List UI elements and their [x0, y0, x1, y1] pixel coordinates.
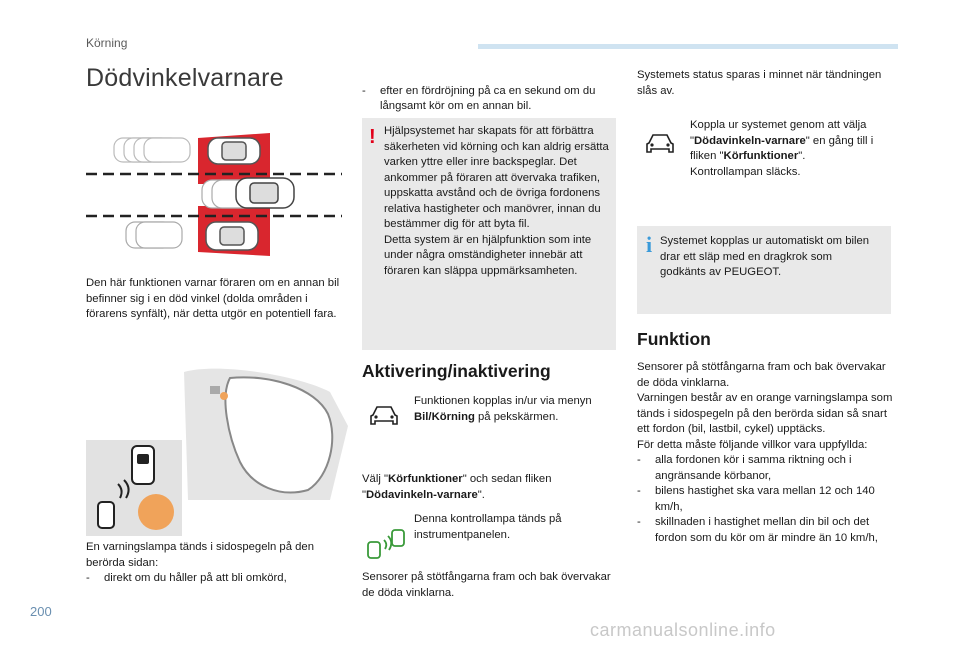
warning-icon: ! — [369, 126, 376, 148]
select-korfunktioner: Körfunktioner — [388, 473, 463, 485]
disable-text — [690, 118, 890, 180]
condition-1-text: alla fordonen kör i samma riktning och i angränsande körbanor, — [655, 454, 852, 482]
dash-mark: - — [637, 454, 641, 466]
bullet-overtaken-text: direkt om du håller på att bli omkörd, — [104, 572, 287, 584]
function-paragraph-2: Varningen består av en orange varningslampa som tänds i sidospegeln på den berörda sidan så snart ett fordon (bil, lastbil, cykel) upptäcks. — [637, 392, 893, 435]
sensors-text: Sensorer på stötfångarna fram och bak övervakar de döda vinklarna. — [362, 571, 611, 599]
page-number: 200 — [30, 604, 52, 619]
warning-text — [384, 124, 610, 279]
condition-2 — [637, 484, 897, 515]
select-pre: Välj " — [362, 473, 388, 485]
dash-mark: - — [86, 572, 90, 584]
disable-lamp-text: Kontrollampan släcks. — [690, 165, 801, 178]
disable-mid: " en gång till i fliken " — [690, 134, 874, 162]
dash-mark: - — [362, 84, 366, 97]
touchscreen-car-icon — [644, 132, 676, 156]
select-mid: " och sedan fliken " — [362, 473, 552, 501]
disable-pre: Koppla ur systemet genom att välja " — [690, 119, 867, 147]
menu-text-post: på pekskärmen. — [474, 410, 559, 423]
activation-heading: Aktivering/inaktivering — [362, 361, 551, 381]
lamp-text: Denna kontrollampa tänds på instrumentpanelen. — [414, 513, 562, 541]
bullet-overtaken — [86, 571, 364, 587]
condition-1 — [637, 453, 897, 484]
function-paragraph-1: Sensorer på stötfångarna fram och bak övervakar de döda vinklarna. — [637, 361, 886, 389]
condition-2-text: bilens hastighet ska vara mellan 12 och 140 km/h, — [655, 485, 875, 513]
warning-box — [362, 118, 616, 350]
lamp-intro: En varningslampa tänds i sidospegeln på den berörda sidan: — [86, 541, 314, 569]
blind-spot-indicator-icon — [86, 440, 182, 536]
condition-3 — [637, 515, 897, 546]
select-text — [362, 472, 612, 503]
side-mirror-icon — [180, 366, 350, 500]
menu-text-pre: Funktionen kopplas in/ur via menyn — [414, 395, 592, 407]
menu-path: Bil/Körning — [414, 410, 475, 423]
disable-dodavinkeln: Dödavinkeln-varnare — [694, 134, 806, 147]
dash-mark: - — [637, 485, 641, 497]
function-text — [637, 360, 897, 546]
warning-paragraph-1: Hjälpsystemet har skapats för att förbättra säkerheten vid körning och kan aldrig ersätta varken yttre eller inre backspeglar. Det ankommer på föraren att övervaka trafiken, uppskatta avstånd och de övriga fordonens relativa hastigheter och manövrer, innan du bestämmer dig för att byta fil. — [384, 125, 609, 230]
watermark: carmanualsonline.info — [590, 620, 776, 640]
intro-text: Den här funktionen varnar föraren om en annan bil befinner sig i en död vinkel (dolda områden i förarens synfält), när detta utgör en potentiell fara. — [86, 277, 340, 320]
info-icon: i — [646, 232, 653, 257]
touchscreen-car-icon — [368, 404, 400, 428]
header-bar — [478, 44, 898, 49]
dashboard-lamp-icon — [366, 528, 406, 560]
condition-3-text: skillnaden i hastighet mellan din bil och det fordon som du kör om är mindre än 10 km/h, — [655, 516, 878, 544]
select-dodavinkeln: Dödavinkeln-varnare — [366, 488, 478, 501]
section-label: Körning — [86, 36, 128, 50]
info-box — [637, 226, 891, 314]
select-post: ". — [477, 488, 485, 501]
bullet-delayed-text: efter en fördröjning på ca en sekund om du långsamt kör om en annan bil. — [380, 84, 596, 112]
disable-korfunktioner: Körfunktioner — [723, 150, 799, 162]
info-text: Systemet kopplas ur automatiskt om bilen drar ett släp med en dragkrok som godkänts av PEUGEOT. — [660, 235, 870, 278]
dash-mark: - — [637, 516, 641, 528]
function-heading: Funktion — [637, 329, 711, 349]
bullet-delayed — [362, 84, 630, 115]
page-title: Dödvinkelvarnare — [86, 64, 284, 92]
car-lanes-diagram — [86, 128, 342, 260]
warning-paragraph-2: Detta system är en hjälpfunktion som inte under några omständigheter innebär att föraren kan släppa uppmärksamheten. — [384, 233, 592, 277]
status-text: Systemets status sparas i minnet när tändningen slås av. — [637, 69, 882, 97]
disable-post: ". — [798, 150, 806, 162]
menu-text — [414, 394, 614, 425]
function-paragraph-3: För detta måste följande villkor vara uppfyllda: — [637, 438, 868, 451]
